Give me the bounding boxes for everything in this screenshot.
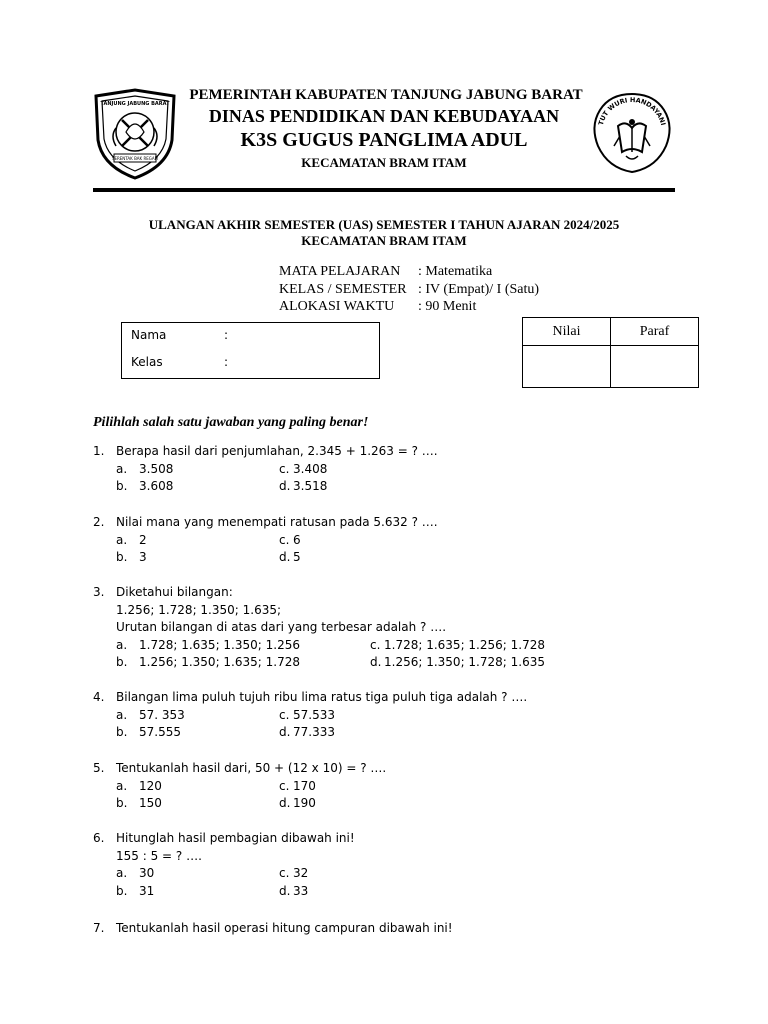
info-subject: [279, 263, 539, 281]
option-d[interactable]: d. 33: [279, 883, 309, 898]
question-text: Diketahui bilangan:: [116, 585, 233, 599]
student-info-box: [121, 322, 380, 379]
option-d[interactable]: d. 77.333: [279, 725, 335, 739]
info-time: [279, 298, 539, 316]
class-colon[interactable]: :: [224, 355, 229, 369]
info-class: [279, 281, 539, 299]
question-number: 5.: [93, 761, 105, 775]
left-logo-text-top: TANJUNG JABUNG BARAT: [100, 101, 170, 107]
option-d[interactable]: d. 1.256; 1.350; 1.728; 1.635: [370, 655, 545, 669]
option-a[interactable]: a. 3.508: [116, 461, 174, 476]
option-d[interactable]: d. 3.518: [279, 479, 328, 493]
score-header-paraf: Paraf: [611, 318, 699, 346]
question-text: Bilangan lima puluh tujuh ribu lima ratus tiga puluh tiga adalah ? ….: [116, 690, 528, 704]
question-text: Berapa hasil dari penjumlahan, 2.345 + 1.263 = ? ….: [116, 444, 438, 458]
header-district: KECAMATAN BRAM ITAM: [301, 155, 467, 170]
question-number: 7.: [93, 921, 105, 935]
question-number: 3.: [93, 585, 105, 599]
option-b[interactable]: b. 3: [116, 550, 147, 564]
option-c[interactable]: c. 3.408: [279, 461, 328, 476]
score-cell-nilai[interactable]: [523, 346, 611, 388]
question-number: 1.: [93, 444, 105, 458]
question-text: Tentukanlah hasil dari, 50 + (12 x 10) = ? ….: [116, 761, 387, 775]
info-label: MATA PELAJARAN: [279, 264, 401, 279]
header-k3s: K3S GUGUS PANGLIMA ADUL: [240, 129, 528, 151]
instruction: Pilihlah salah satu jawaban yang paling benar!: [93, 415, 369, 430]
info-label: KELAS / SEMESTER: [279, 281, 407, 297]
option-c[interactable]: c. 32: [279, 866, 309, 880]
question-number: 6.: [93, 831, 105, 845]
option-c[interactable]: c. 6: [279, 532, 301, 547]
info-value: : 90 Menit: [418, 299, 477, 314]
question-number: 2.: [93, 515, 105, 529]
question-text: Hitunglah hasil pembagian dibawah ini!: [116, 831, 355, 845]
score-table: [522, 317, 699, 388]
option-c[interactable]: c. 170: [279, 778, 316, 793]
left-logo-text-bottom: SERENTAK BAK REGAM: [111, 156, 159, 161]
info-label: ALOKASI WAKTU: [279, 299, 395, 314]
option-a[interactable]: a. 30: [116, 866, 155, 880]
exam-subtitle: KECAMATAN BRAM ITAM: [301, 233, 467, 248]
question-text: 1.256; 1.728; 1.350; 1.635;: [116, 602, 282, 617]
question-text: Urutan bilangan di atas dari yang terbesar adalah ? ….: [116, 620, 447, 634]
score-cell-paraf[interactable]: [611, 346, 699, 388]
name-colon[interactable]: :: [224, 328, 229, 342]
score-header-nilai: Nilai: [523, 318, 611, 346]
option-b[interactable]: b. 150: [116, 796, 162, 810]
option-a[interactable]: a. 1.728; 1.635; 1.350; 1.256: [116, 637, 300, 652]
header-government: PEMERINTAH KABUPATEN TANJUNG JABUNG BARAT: [189, 87, 583, 103]
option-a[interactable]: a. 57. 353: [116, 707, 185, 722]
option-d[interactable]: d. 190: [279, 796, 316, 810]
name-label: Nama: [131, 328, 167, 342]
option-c[interactable]: c. 57.533: [279, 707, 335, 722]
option-b[interactable]: b. 57.555: [116, 725, 181, 739]
option-a[interactable]: a. 120: [116, 778, 162, 793]
option-b[interactable]: b. 31: [116, 883, 155, 898]
option-a[interactable]: a. 2: [116, 532, 147, 547]
question-text: Nilai mana yang menempati ratusan pada 5.632 ? ….: [116, 515, 438, 529]
right-logo-text: TUT WURI HANDAYANI: [596, 95, 668, 127]
exam-info: [279, 263, 539, 316]
question-text: Tentukanlah hasil operasi hitung campuran dibawah ini!: [116, 921, 453, 935]
header-divider: [93, 188, 675, 192]
info-value: : Matematika: [418, 264, 493, 279]
question-number: 4.: [93, 690, 105, 704]
option-b[interactable]: b. 1.256; 1.350; 1.635; 1.728: [116, 655, 300, 669]
header-department: DINAS PENDIDIKAN DAN KEBUDAYAAN: [208, 106, 560, 126]
option-c[interactable]: c. 1.728; 1.635; 1.256; 1.728: [370, 637, 545, 652]
exam-title: ULANGAN AKHIR SEMESTER (UAS) SEMESTER I TAHUN AJARAN 2024/2025: [148, 217, 620, 232]
option-d[interactable]: d. 5: [279, 550, 301, 564]
info-value: : IV (Empat)/ I (Satu): [418, 281, 540, 297]
class-label: Kelas: [131, 355, 163, 369]
question-text: 155 : 5 = ? ….: [116, 848, 202, 863]
option-b[interactable]: b. 3.608: [116, 479, 174, 493]
